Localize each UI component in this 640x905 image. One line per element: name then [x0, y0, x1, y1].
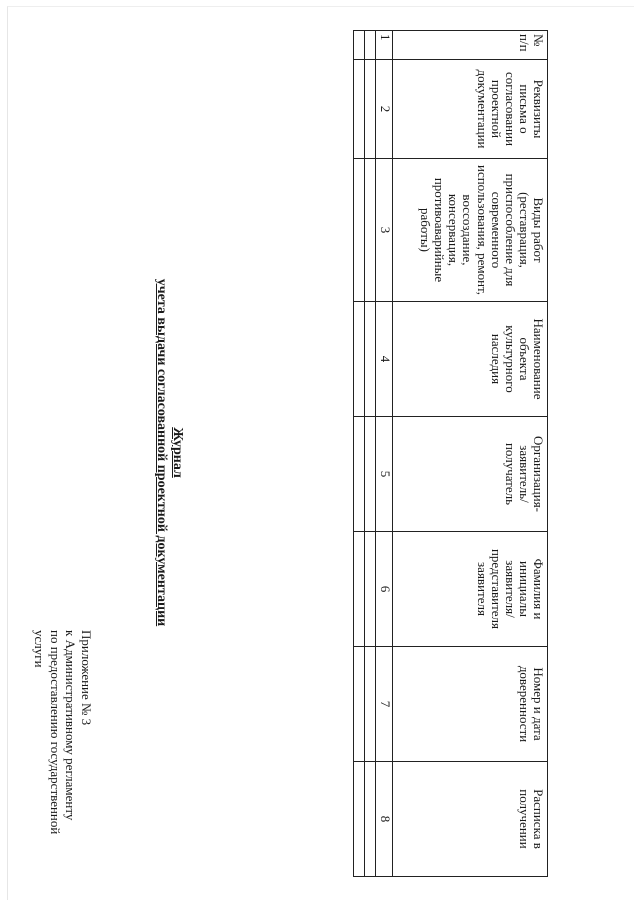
- table-cell: [354, 302, 365, 417]
- table-cell: [365, 302, 376, 417]
- column-number: 3: [376, 159, 393, 302]
- column-number: 5: [376, 417, 393, 532]
- table-row-empty-2: [354, 31, 365, 877]
- header-receipt: Расписка в получении: [393, 762, 548, 877]
- header-power-of-attorney: Номер и дата доверенности: [393, 647, 548, 762]
- table-row-numbers: [376, 31, 393, 877]
- header-number: № п/п: [393, 31, 548, 60]
- table-cell: [365, 647, 376, 762]
- table-cell: [365, 159, 376, 302]
- column-number: 1: [376, 31, 393, 60]
- header-organization: Организация-заявитель/ получатель: [393, 417, 548, 532]
- header-applicant-name: Фамилия и инициалы заявителя/ представителя заявителя: [393, 532, 548, 647]
- column-number: 4: [376, 302, 393, 417]
- appendix-line-4: услуги: [32, 630, 48, 668]
- table-cell: [354, 31, 365, 60]
- title-main: Журнал: [170, 427, 185, 478]
- column-number: 8: [376, 762, 393, 877]
- table-cell: [354, 417, 365, 532]
- table-cell: [354, 762, 365, 877]
- appendix-note: [32, 630, 94, 834]
- title-sub: учета выдачи согласованной проектной документации: [154, 278, 169, 627]
- appendix-line-2: к Административному регламенту: [63, 630, 79, 821]
- appendix-line-3: по предоставлению государственной: [48, 630, 63, 835]
- table-row-empty-1: [365, 31, 376, 877]
- table-cell: [365, 60, 376, 159]
- header-work-types: Виды работ (реставрация, приспособление для современного использования, ремонт, воссоздание, консервация, противоаварийные работы): [393, 159, 548, 302]
- table-header-row: [393, 31, 548, 877]
- header-heritage-object: Наименование объекта культурного наследия: [393, 302, 548, 417]
- journal-title: [153, 0, 185, 905]
- column-number: 7: [376, 647, 393, 762]
- header-letter-details: Реквизиты письма о согласовании проектной документации: [393, 60, 548, 159]
- table-cell: [354, 647, 365, 762]
- column-number: 2: [376, 60, 393, 159]
- table-cell: [354, 60, 365, 159]
- journal-table: [353, 30, 548, 877]
- appendix-line-1: Приложение № 3: [79, 630, 94, 726]
- table-cell: [354, 532, 365, 647]
- table-cell: [365, 532, 376, 647]
- table-cell: [365, 31, 376, 60]
- table-cell: [365, 762, 376, 877]
- table-cell: [354, 159, 365, 302]
- column-number: 6: [376, 532, 393, 647]
- table-cell: [365, 417, 376, 532]
